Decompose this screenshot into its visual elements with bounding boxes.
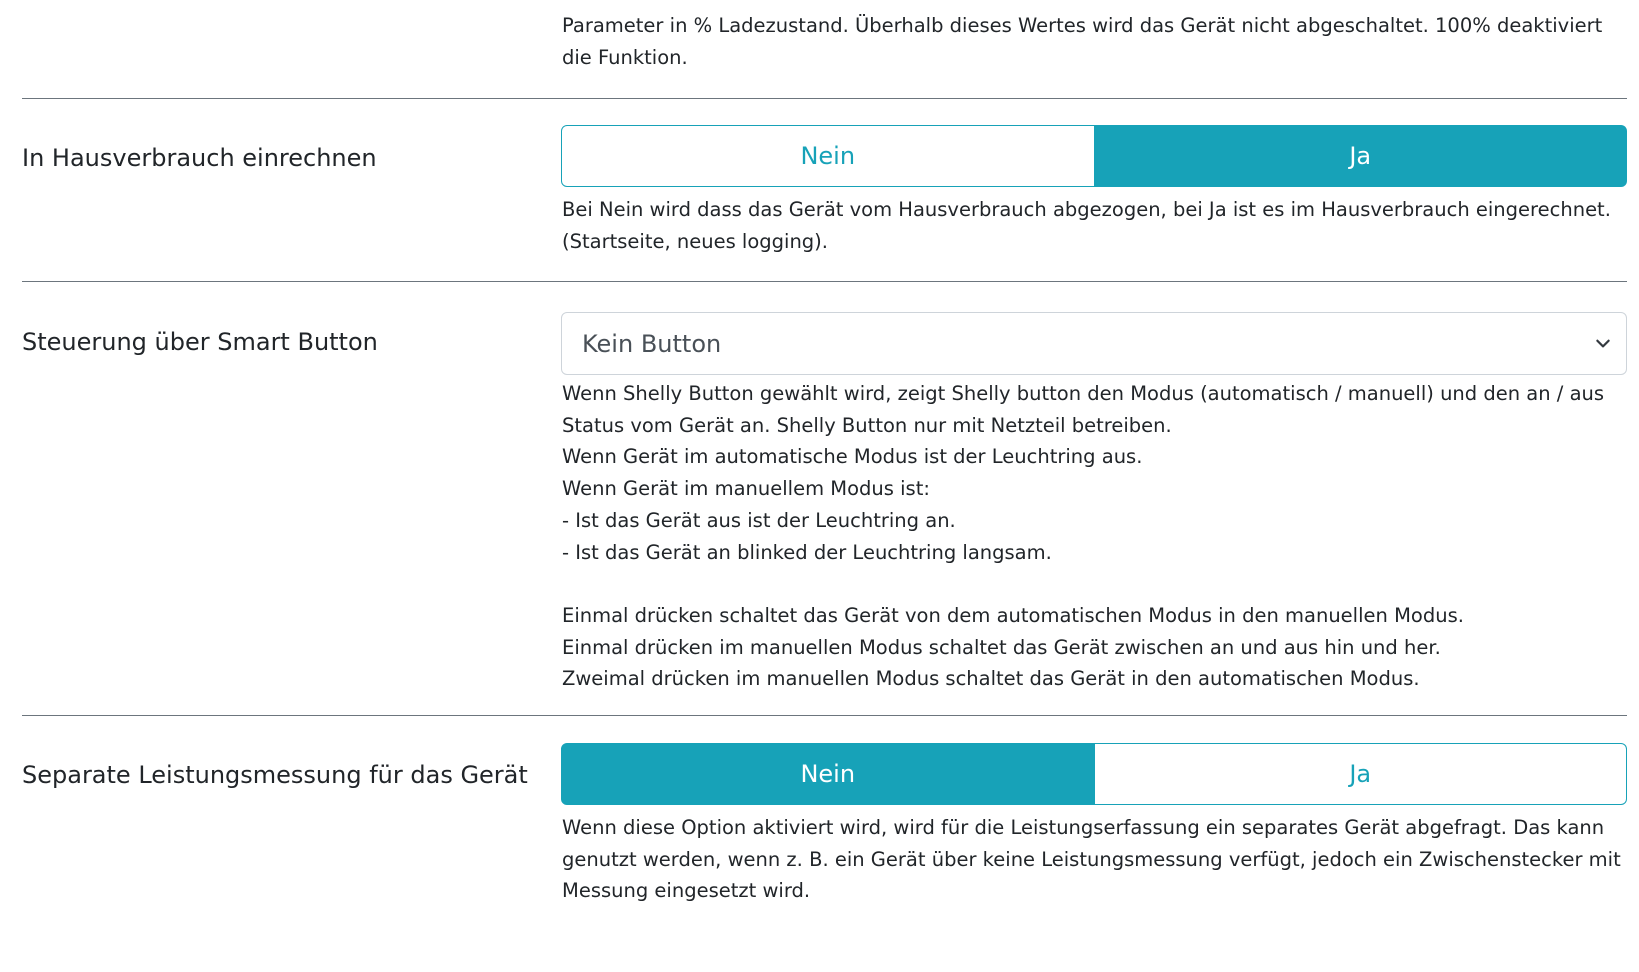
leistungsmessung-label: Separate Leistungsmessung für das Gerät — [22, 761, 528, 789]
smart-button-select[interactable] — [561, 312, 1627, 375]
smart-button-select-value: Kein Button — [582, 329, 722, 358]
leistungsmessung-ja-button[interactable]: Ja — [1095, 743, 1628, 805]
battery-threshold-hint: Parameter in % Ladezustand. Überhalb dieses Wertes wird das Gerät nicht abgeschaltet. 100% deaktiviert die Funktion. — [562, 14, 1603, 69]
leistungsmessung-nein-button[interactable]: Nein — [561, 743, 1095, 805]
leistungsmessung-toggle — [561, 743, 1627, 805]
hausverbrauch-nein-button[interactable]: Nein — [561, 125, 1095, 187]
divider — [22, 281, 1627, 282]
smart-button-hint: Wenn Shelly Button gewählt wird, zeigt Shelly button den Modus (automatisch / manuell) und den an / aus Status vom Gerät an. Shelly Button nur mit Netzteil betreiben. Wenn Gerät im automatische Modus ist der Leuchtring aus. Wenn Gerät im manuellem Modus ist: - Ist das Gerät aus ist der Leuchtring an. - Ist das Gerät an blinked der Leuchtring langsam. Einmal drücken schaltet das Gerät von dem automatischen Modus in den manuellen Modus. Einmal drücken im manuellen Modus schaltet das Gerät zwischen an und aus hin und her. Zweimal drücken im manuellen Modus schaltet das Gerät in den automatischen Modus. — [562, 382, 1605, 691]
divider — [22, 98, 1627, 99]
hausverbrauch-toggle — [561, 125, 1627, 187]
divider — [22, 715, 1627, 716]
chevron-down-icon — [1594, 334, 1612, 352]
hausverbrauch-hint: Bei Nein wird dass das Gerät vom Hausverbrauch abgezogen, bei Ja ist es im Hausverbrauch eingerechnet. (Startseite, neues logging). — [562, 198, 1611, 253]
hausverbrauch-label: In Hausverbrauch einrechnen — [22, 144, 377, 172]
hausverbrauch-ja-button[interactable]: Ja — [1095, 125, 1628, 187]
leistungsmessung-hint: Wenn diese Option aktiviert wird, wird für die Leistungserfassung ein separates Gerät abgefragt. Das kann genutzt werden, wenn z. B. ein Gerät über keine Leistungsmessung verfügt, jedoch ein Zwischenstecker mit Messung eingesetzt wird. — [562, 816, 1621, 903]
smart-button-label: Steuerung über Smart Button — [22, 328, 378, 356]
